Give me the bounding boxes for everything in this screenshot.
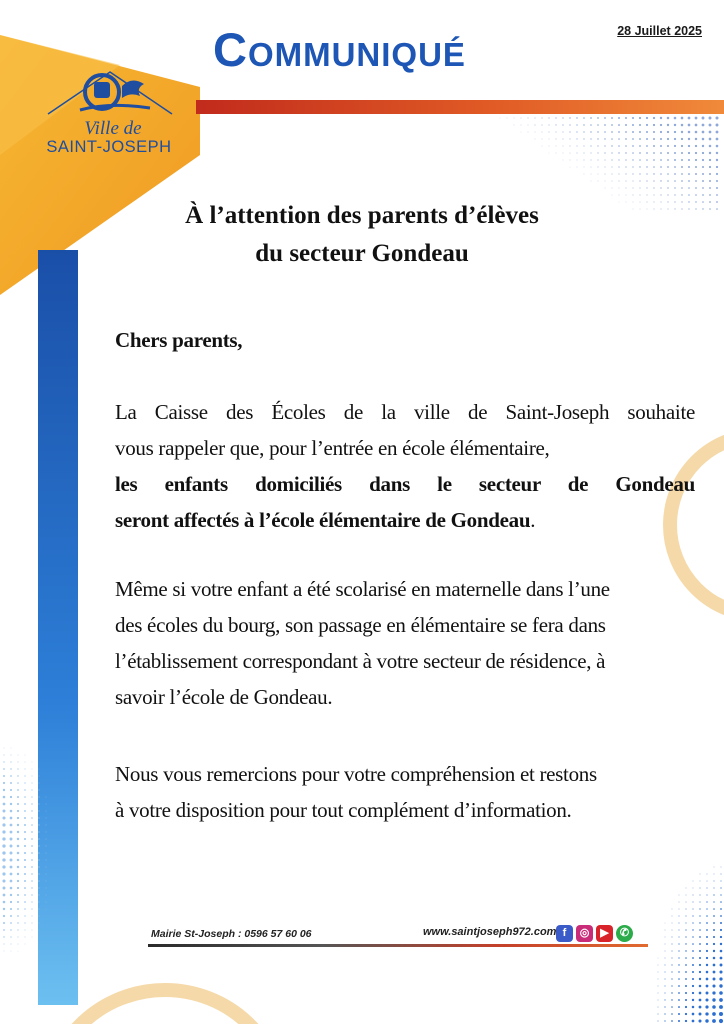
logo-text-ville: Ville de [84,118,142,139]
paragraph-1-line-2: vous rappeler que, pour l’entrée en école élémentaire, [115,436,550,460]
paragraph-1-line-3: les enfants domiciliés dans le secteur de Gondeau [115,472,695,496]
halftone-pattern-bottom-right [640,835,724,1024]
greeting: Chers parents, [115,328,243,352]
paragraph-3 [115,756,695,828]
paragraph-3-line-2: à votre disposition pour tout complément d’information. [115,798,572,822]
footer-rule [148,944,648,947]
paragraph-2-line-1: Même si votre enfant a été scolarisé en maternelle dans l’une [115,577,610,601]
facebook-icon[interactable]: f [556,925,573,942]
paragraph-1 [115,394,695,538]
halftone-pattern [440,114,724,214]
paragraph-1-line-4-bold: seront affectés à l’école élémentaire de Gondeau [115,508,531,532]
decorative-ring-bottom [40,960,290,1024]
halftone-pattern-bottom-left [0,730,60,970]
paragraph-1-line-4-end: . [530,508,536,532]
heading-line-1: À l’attention des parents d’élèves [185,202,539,229]
paragraph-1-line-1: La Caisse des Écoles de la ville de Saint-Joseph souhaite [115,400,695,424]
paragraph-1-line-4 [115,502,695,538]
header-rule [196,100,724,114]
paragraph-2 [115,571,695,715]
footer-phone: Mairie St-Joseph : 0596 57 60 06 [151,928,312,940]
paragraph-2-line-4: savoir l’école de Gondeau. [115,685,333,709]
heading-line-2: du secteur Gondeau [255,240,469,267]
document-date: 28 Juillet 2025 [617,24,702,38]
whatsapp-icon[interactable]: ✆ [616,925,633,942]
paragraph-2-line-2: des écoles du bourg, son passage en élémentaire se fera dans [115,613,606,637]
logo-text-city: SAINT-JOSEPH [46,138,172,156]
youtube-icon[interactable]: ▶ [596,925,613,942]
paragraph-3-line-1: Nous vous remercions pour votre compréhension et restons [115,762,597,786]
paragraph-2-line-3: l’établissement correspondant à votre secteur de résidence, à [115,649,606,673]
instagram-icon[interactable]: ◎ [576,925,593,942]
masthead-title: Communiqué [213,23,466,76]
footer-website-link[interactable]: www.saintjoseph972.com [423,926,557,938]
